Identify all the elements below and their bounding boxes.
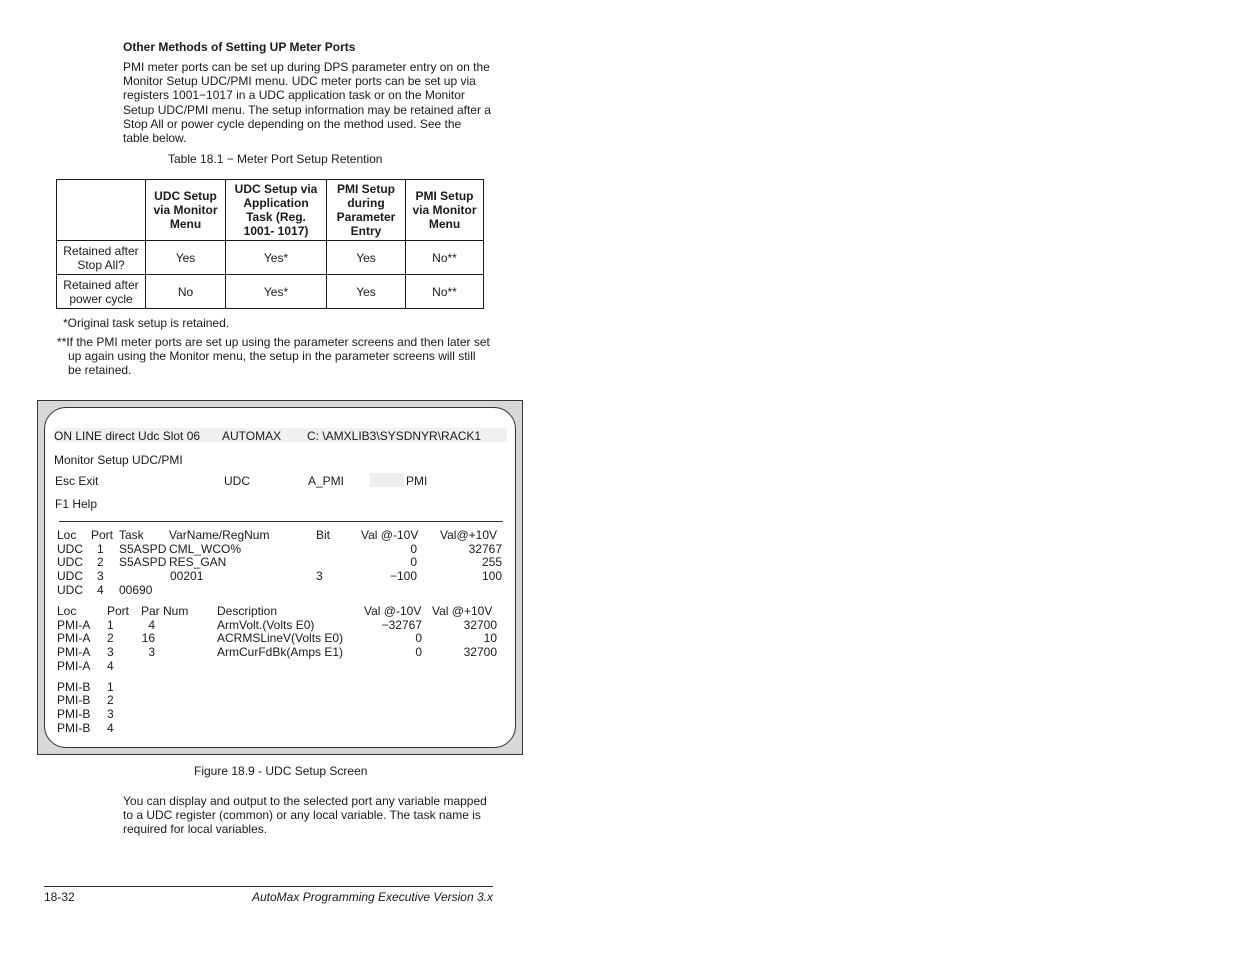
pmi-col-loc: Loc (57, 604, 77, 618)
udc-col-task: Task (119, 528, 144, 542)
table-header-cell: PMI Setup during Parameter Entry (327, 180, 406, 241)
status-path: C: \AMXLIB3\SYSDNYR\RACK1 (307, 429, 482, 443)
terminal-screen: ON LINE direct Udc Slot 06 AUTOMAX C: \AMXLIB3\SYSDNYR\RACK1 Monitor Setup UDC/PMI Esc Exit UDC A_PMI PMI F1 Help Loc Port Task VarName/RegNum Bit Val @-10V Val@+10V UDC 1 S5ASPD CML_WCO% 0 32767 UDC 2 S5ASPD RES_GAN 0 255 UDC 3 00201 3 −100 100 UDC 4 00690 Loc Port Par Num Description Val @-10V Val @+10V PMI-A 1 4 ArmVolt.(Volts E0) −32767 32700 PMI-A 2 16 ACRMSLineV(Volts E0) 0 10 PMI-A 3 3 ArmCurFdBk(Amps E1) 0 32700 PMI-A 4 PMI-B 1 PMI-B 2 PMI-B 3 PMI-B 4 (44, 407, 516, 748)
pmi-col-val-pos: Val @+10V (432, 604, 493, 618)
udc-col-val-pos: Val@+10V (440, 528, 497, 542)
status-connection: ON LINE direct Udc Slot 06 (54, 429, 201, 443)
table-cell: Yes (327, 241, 406, 275)
intro-line: Monitor Setup UDC/PMI menu. UDC meter ports can be set up via (123, 74, 476, 89)
footnote-2: **If the PMI meter ports are set up using the parameter screens and then later set up again using the Monitor menu, the setup in the parameter screens will still be retained. (57, 335, 490, 378)
section-heading: Other Methods of Setting UP Meter Ports (123, 40, 356, 54)
intro-line: PMI meter ports can be set up during DPS parameter entry on on the (123, 60, 490, 74)
pmi-col-val-neg: Val @-10V (364, 604, 422, 618)
table-row (57, 241, 484, 275)
intro-paragraph (123, 60, 513, 145)
pmi-col-port: Port (107, 604, 130, 618)
udc-col-val-neg: Val @-10V (361, 528, 419, 542)
udc-col-port: Port (91, 528, 114, 542)
table-cell: Yes (327, 275, 406, 309)
intro-line: Stop All or power cycle depending on the method used. See the (123, 116, 462, 131)
table-header-cell: PMI Setup via Monitor Menu (406, 180, 484, 241)
table-row-label: Retained after power cycle (57, 275, 146, 309)
table-row-label: Retained after Stop All? (57, 241, 146, 275)
table-cell: No** (406, 241, 484, 275)
a-pmi-option[interactable]: A_PMI (308, 474, 345, 488)
esc-exit-key[interactable]: Esc Exit (55, 474, 99, 488)
footer-rule (44, 886, 493, 887)
pmi-option[interactable]: PMI (406, 474, 428, 488)
udc-col-loc: Loc (57, 528, 77, 542)
udc-col-bit: Bit (316, 528, 331, 542)
pmi-col-description: Description (217, 604, 278, 618)
udc-option[interactable]: UDC (224, 474, 250, 488)
f1-help-key[interactable]: F1 Help (55, 497, 98, 511)
table-corner-cell (57, 180, 146, 241)
figure-caption: Figure 18.9 - UDC Setup Screen (194, 764, 368, 778)
table-cell: No (146, 275, 226, 309)
intro-line: Setup UDC/PMI menu. The setup information may be retained after a (123, 102, 491, 117)
intro-line: table below. (123, 131, 187, 146)
table-row (57, 275, 484, 309)
table-cell: Yes* (226, 241, 327, 275)
book-title: AutoMax Programming Executive Version 3.x (252, 890, 493, 904)
closing-paragraph: You can display and output to the selected port any variable mapped to a UDC register (common) or any local variable. The task name is required for local variables. (123, 794, 487, 837)
separator-line (59, 521, 503, 522)
udc-col-varname: VarName/RegNum (169, 528, 270, 542)
retention-table (56, 179, 484, 309)
selected-field-highlight (370, 473, 404, 487)
table-cell: No** (406, 275, 484, 309)
table-header-cell: UDC Setup via Monitor Menu (146, 180, 226, 241)
footnote-1: *Original task setup is retained. (63, 316, 230, 330)
intro-line: registers 1001−1017 in a UDC application task or on the Monitor (123, 88, 465, 103)
pmi-col-parnum: Par Num (141, 604, 189, 618)
page-number: 18-32 (44, 890, 75, 904)
table-cell: Yes* (226, 275, 327, 309)
udc-setup-screen-figure (37, 400, 523, 755)
table-header-cell: UDC Setup via Application Task (Reg. 1001- 1017) (226, 180, 327, 241)
table-caption: Table 18.1 − Meter Port Setup Retention (168, 152, 383, 166)
menu-title: Monitor Setup UDC/PMI (54, 453, 183, 467)
status-system: AUTOMAX (222, 429, 282, 443)
table-cell: Yes (146, 241, 226, 275)
